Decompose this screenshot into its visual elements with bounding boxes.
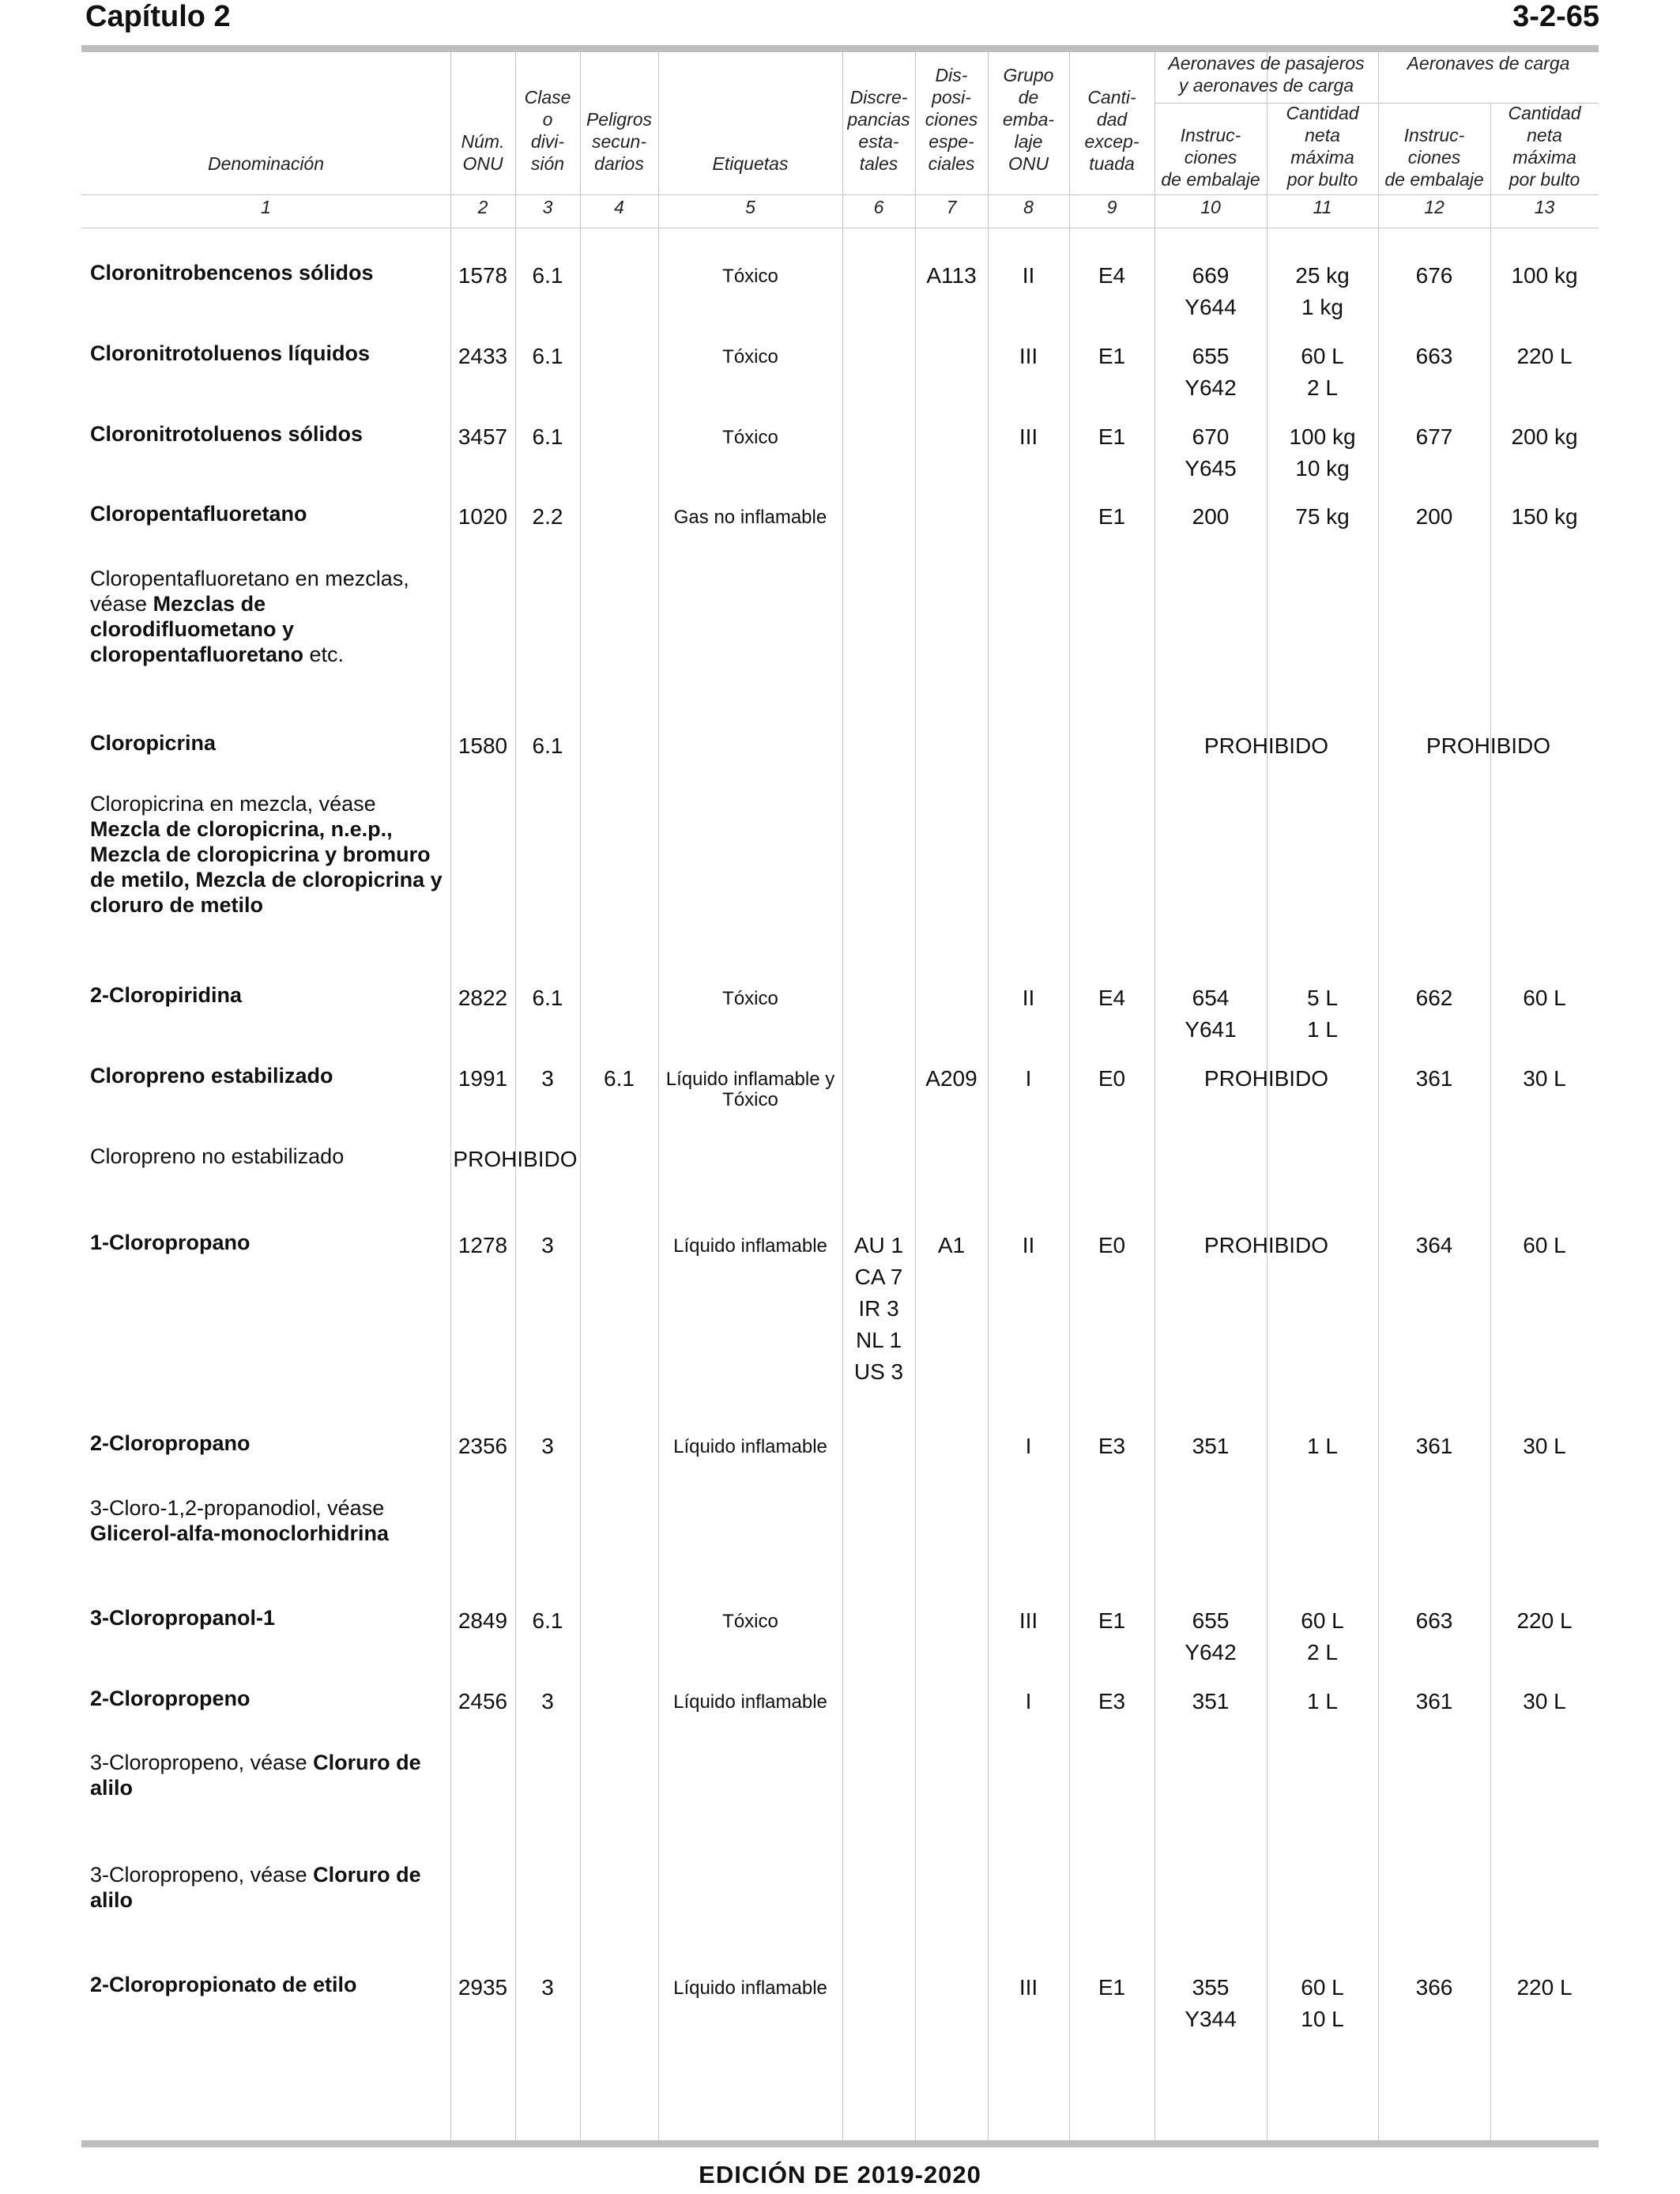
cell-cq: 30 L <box>1523 1434 1566 1458</box>
cell-disp: A1 <box>937 1233 966 1257</box>
cell-cls: 3 <box>541 1689 554 1713</box>
column-divider <box>580 52 581 2140</box>
cell-cq: 150 kg <box>1511 504 1578 529</box>
cell-un: 2356 <box>458 1434 508 1458</box>
row-denominacion <box>90 1063 446 1088</box>
col-header-num-onu: Núm. ONU <box>461 131 505 174</box>
col-header-disposiciones: Dis- posi- ciones espe- ciales <box>925 65 978 174</box>
row-denominacion <box>90 1230 446 1255</box>
cell-cls: 6.1 <box>532 344 563 368</box>
row-denominacion <box>90 982 446 1008</box>
cell-pi: 669 Y644 <box>1185 263 1237 319</box>
cell-label: Tóxico <box>722 988 778 1009</box>
cell-un: 2822 <box>458 986 508 1010</box>
denominacion-part: 3-Cloropropeno, véase <box>90 1863 314 1887</box>
cell-cls: 6.1 <box>532 263 563 288</box>
cell-cq: 100 kg <box>1511 263 1578 288</box>
cell-label: Líquido inflamable <box>673 1436 827 1457</box>
row-denominacion <box>90 421 446 447</box>
denominacion-part: Cloropreno no estabilizado <box>90 1144 345 1168</box>
group-header-cargo: Aeronaves de carga <box>1407 53 1570 74</box>
row-denominacion <box>90 1750 446 1800</box>
cell-pg: III <box>1019 424 1038 449</box>
cell-exc: E3 <box>1098 1434 1126 1458</box>
cell-un: 1580 <box>458 733 508 758</box>
denominacion-part: Cloropicrina en mezcla, véase <box>90 792 376 816</box>
cell-cq: 30 L <box>1523 1689 1566 1713</box>
col-number: 9 <box>1106 197 1117 217</box>
col-number: 8 <box>1023 197 1034 217</box>
denominacion-part: Cloronitrobencenos sólidos <box>90 261 374 285</box>
denominacion-part: 3-Cloropropeno, véase <box>90 1751 314 1774</box>
col-header-peligros: Peligros secun- darios <box>586 109 653 174</box>
denominacion-part: Cloropreno estabilizado <box>90 1064 333 1088</box>
cell-pi: 654 Y641 <box>1185 986 1237 1042</box>
cell-exc: E0 <box>1098 1066 1126 1091</box>
cell-ci: 677 <box>1415 424 1453 449</box>
denominacion-part: Mezcla de cloropicrina, n.e.p., Mezcla de cloropicrina y bromuro de metilo, Mezcla de cloropicrina y cloruro de metilo <box>90 817 443 917</box>
cell-ci: 663 <box>1415 1608 1453 1633</box>
cell-un: 2935 <box>458 1975 508 2000</box>
cell-pg: III <box>1019 1608 1038 1633</box>
row-denominacion <box>90 1144 446 1169</box>
group-header-passenger: Aeronaves de pasajeros y aeronaves de carga <box>1168 53 1365 96</box>
cell-label: Tóxico <box>722 266 778 287</box>
cell-un: 1020 <box>458 504 508 529</box>
cell-label: Líquido inflamable <box>673 1691 827 1713</box>
cell-un: 1278 <box>458 1233 508 1257</box>
denominacion-part: Cloronitrotoluenos líquidos <box>90 341 370 365</box>
cell-label: Líquido inflamable <box>673 1235 827 1257</box>
cell-pg: I <box>1025 1066 1032 1091</box>
cell-ci: 361 <box>1415 1434 1453 1458</box>
denominacion-part: 2-Cloropiridina <box>90 983 243 1007</box>
col-header-cargo-cantidad: Cantidad neta máxima por bulto <box>1508 103 1581 190</box>
cell-ci: 663 <box>1415 344 1453 368</box>
cell-pi: 351 <box>1192 1434 1230 1458</box>
column-divider <box>1490 103 1491 2140</box>
cell-label: Tóxico <box>722 1611 778 1632</box>
cell-un: 3457 <box>458 424 508 449</box>
cell-pq: 5 L 1 L <box>1307 986 1338 1042</box>
cell-cls: 6.1 <box>532 424 563 449</box>
top-rule <box>81 45 1599 52</box>
row-denominacion <box>90 566 446 667</box>
cell-cls: 3 <box>541 1434 554 1458</box>
col-header-cantidad-exceptuada: Canti- dad excep- tuada <box>1084 87 1139 174</box>
cell-ci: 361 <box>1415 1066 1453 1091</box>
cell-exc: E0 <box>1098 1233 1126 1257</box>
cell-label: Gas no inflamable <box>673 507 827 528</box>
cell-ci: 200 <box>1415 504 1453 529</box>
denominacion-part: 3-Cloropropanol-1 <box>90 1606 275 1630</box>
cell-pq: 25 kg 1 kg <box>1295 263 1350 319</box>
row-denominacion <box>90 341 446 366</box>
cell-pg: III <box>1019 1975 1038 2000</box>
cell-un: 1991 <box>458 1066 508 1091</box>
col-header-pass-cantidad: Cantidad neta máxima por bulto <box>1286 103 1359 190</box>
cell-label: Tóxico <box>722 427 778 448</box>
row-denominacion <box>90 791 446 918</box>
denominacion-part: Cloruro de alilo <box>90 1751 421 1800</box>
cell-cq: 30 L <box>1523 1066 1566 1091</box>
column-divider <box>842 52 843 2140</box>
col-header-grupo-embalaje: Grupo de emba- laje ONU <box>1002 65 1055 174</box>
col-header-cargo-instrucciones: Instruc- ciones de embalaje <box>1384 125 1484 190</box>
cell-un: 2456 <box>458 1689 508 1713</box>
cell-label: Líquido inflamable <box>673 1977 827 1999</box>
col-number: 3 <box>542 197 553 217</box>
col-number: 5 <box>745 197 755 217</box>
edition-footer: EDICIÓN DE 2019-2020 <box>699 2161 981 2188</box>
col-header-clase: Clase o divi- sión <box>524 87 571 174</box>
cell-pq: 60 L 2 L <box>1301 1608 1344 1664</box>
denominacion-part: 2-Cloropropano <box>90 1431 250 1455</box>
cell-pg: II <box>1022 263 1035 288</box>
row-denominacion <box>90 501 446 526</box>
cell-label: Tóxico <box>722 346 778 368</box>
page-number: 3-2-65 <box>1512 0 1599 33</box>
denominacion-part: Cloruro de alilo <box>90 1863 421 1912</box>
col-number: 2 <box>477 197 488 217</box>
chapter-title: Capítulo 2 <box>85 0 231 33</box>
cell-sec: 6.1 <box>604 1066 635 1091</box>
cell-pq: 1 L <box>1307 1689 1338 1713</box>
col-number: 10 <box>1200 197 1221 217</box>
cell-cq: 220 L <box>1516 1608 1573 1633</box>
denominacion-part: Glicerol-alfa-monoclorhidrina <box>90 1521 390 1545</box>
row-denominacion <box>90 260 446 285</box>
dangerous-goods-table <box>81 52 1599 2140</box>
cell-cq: 60 L <box>1523 1233 1566 1257</box>
cell-ci: 361 <box>1415 1689 1453 1713</box>
denominacion-part: 2-Cloropropionato de etilo <box>90 1973 357 1996</box>
cell-un: 1578 <box>458 263 508 288</box>
denominacion-part: 3-Cloro-1,2-propanodiol, véase <box>90 1496 385 1520</box>
transport-prohibited: PROHIBIDO <box>453 1147 578 1171</box>
bottom-rule <box>81 2140 1599 2147</box>
col-header-pass-instrucciones: Instruc- ciones de embalaje <box>1161 125 1260 190</box>
cell-cq: 60 L <box>1523 986 1566 1010</box>
cell-un: 2849 <box>458 1608 508 1633</box>
passenger-prohibited: PROHIBIDO <box>1203 1233 1329 1257</box>
cell-disp: A113 <box>926 263 977 288</box>
cell-pq: 100 kg 10 kg <box>1289 424 1356 481</box>
row-denominacion <box>90 1605 446 1630</box>
cell-exc: E4 <box>1098 986 1126 1010</box>
col-number: 4 <box>614 197 624 217</box>
row-denominacion <box>90 1495 446 1546</box>
cell-ci: 662 <box>1415 986 1453 1010</box>
cell-ci: 676 <box>1415 263 1453 288</box>
cell-pg: II <box>1022 1233 1035 1257</box>
cargo-prohibited: PROHIBIDO <box>1426 733 1551 758</box>
denominacion-part: etc. <box>303 643 345 666</box>
col-number: 12 <box>1424 197 1445 217</box>
col-number: 11 <box>1313 197 1332 217</box>
col-number: 13 <box>1534 197 1555 217</box>
cell-exc: E3 <box>1098 1689 1126 1713</box>
cell-pq: 1 L <box>1307 1434 1338 1458</box>
cell-exc: E1 <box>1098 344 1126 368</box>
denominacion-part: Mezclas de clorodifluometano y cloropentafluoretano <box>90 592 304 666</box>
cell-pi: 655 Y642 <box>1185 1608 1237 1664</box>
denominacion-part: Cloronitrotoluenos sólidos <box>90 422 363 446</box>
cell-pi: 355 Y344 <box>1185 1975 1237 2031</box>
header-rule <box>81 194 1599 195</box>
cell-pg: I <box>1025 1434 1032 1458</box>
row-denominacion <box>90 730 446 756</box>
cell-cls: 6.1 <box>532 1608 563 1633</box>
cell-disp: A209 <box>925 1066 977 1091</box>
cell-cls: 6.1 <box>532 986 563 1010</box>
col-header-denominacion: Denominación <box>207 153 325 174</box>
cell-pg: II <box>1022 986 1035 1010</box>
cell-exc: E1 <box>1098 424 1126 449</box>
cell-cls: 3 <box>541 1066 554 1091</box>
row-denominacion <box>90 1862 446 1913</box>
cell-pq: 60 L 2 L <box>1301 344 1344 400</box>
row-denominacion <box>90 1686 446 1711</box>
cell-disc: AU 1 CA 7 IR 3 NL 1 US 3 <box>853 1233 904 1384</box>
passenger-prohibited: PROHIBIDO <box>1203 1066 1329 1091</box>
cell-cls: 6.1 <box>532 733 563 758</box>
cell-cq: 200 kg <box>1511 424 1578 449</box>
cell-pq: 75 kg <box>1295 504 1350 529</box>
cell-label: Líquido inflamable y Tóxico <box>665 1069 835 1110</box>
denominacion-part: Cloropentafluoretano en mezclas, véase <box>90 567 409 616</box>
row-denominacion <box>90 1431 446 1456</box>
cell-pg: III <box>1019 344 1038 368</box>
cell-cls: 3 <box>541 1975 554 2000</box>
column-divider <box>915 52 916 2140</box>
cell-cq: 220 L <box>1516 1975 1573 2000</box>
passenger-prohibited: PROHIBIDO <box>1203 733 1329 758</box>
cell-pq: 60 L 10 L <box>1301 1975 1344 2031</box>
row-denominacion <box>90 1972 446 1997</box>
cell-cls: 3 <box>541 1233 554 1257</box>
denominacion-part: Cloropicrina <box>90 731 217 755</box>
col-header-discrepancias: Discre- pancias esta- tales <box>847 87 910 174</box>
denominacion-part: 1-Cloropropano <box>90 1231 250 1254</box>
cell-ci: 366 <box>1415 1975 1453 2000</box>
cell-pi: 655 Y642 <box>1185 344 1237 400</box>
cell-pi: 670 Y645 <box>1185 424 1237 481</box>
col-number: 6 <box>873 197 884 217</box>
cell-pi: 200 <box>1192 504 1230 529</box>
denominacion-part: Cloropentafluoretano <box>90 502 307 526</box>
cell-exc: E4 <box>1098 263 1126 288</box>
cell-exc: E1 <box>1098 504 1126 529</box>
cell-un: 2433 <box>458 344 508 368</box>
col-number: 7 <box>946 197 957 217</box>
cell-cls: 2.2 <box>532 504 563 529</box>
col-header-etiquetas: Etiquetas <box>712 153 789 174</box>
cell-ci: 364 <box>1415 1233 1453 1257</box>
cell-pi: 351 <box>1192 1689 1230 1713</box>
cell-pg: I <box>1025 1689 1032 1713</box>
denominacion-part: 2-Cloropropeno <box>90 1687 250 1710</box>
cell-cq: 220 L <box>1516 344 1573 368</box>
cell-exc: E1 <box>1098 1975 1126 2000</box>
cell-exc: E1 <box>1098 1608 1126 1633</box>
col-number: 1 <box>261 197 271 217</box>
